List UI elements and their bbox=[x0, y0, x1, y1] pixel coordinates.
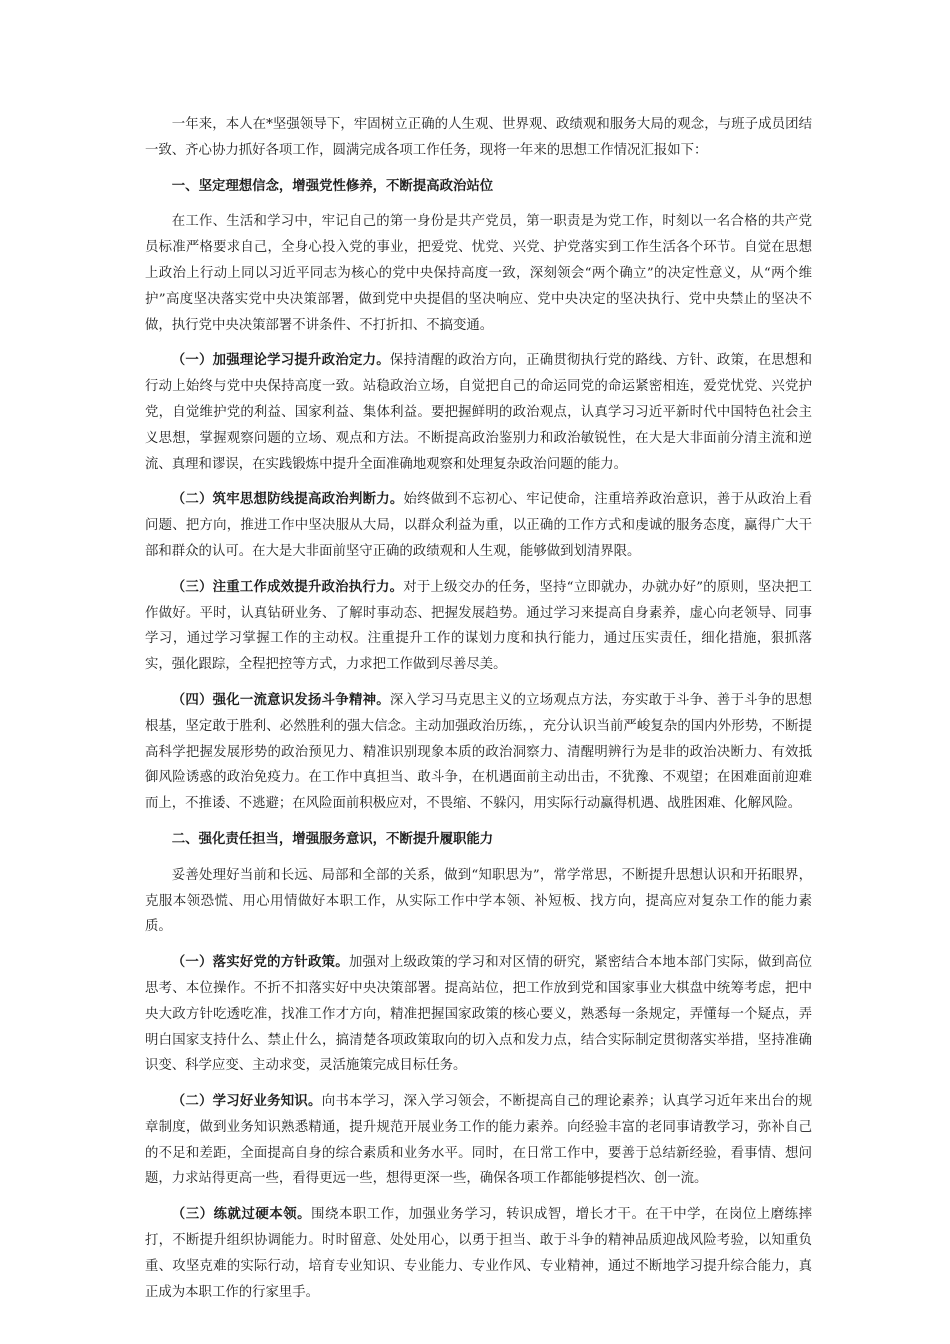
section-2-item-3 bbox=[145, 1202, 812, 1305]
intro-paragraph: 一年来，本人在*坚强领导下，牢固树立正确的人生观、世界观、政绩观和服务大局的观念，与班子成员团结一致、齐心协力抓好各项工作，圆满完成各项工作任务，现将一年来的思想工作情况汇报如下： bbox=[145, 117, 812, 158]
section-2-heading: 二、强化责任担当，增强服务意识，不断提升履职能力 bbox=[171, 830, 494, 847]
section-2-item-2 bbox=[145, 1089, 812, 1192]
item-text: 深入学习马克思主义的立场观点方法，夯实敢于斗争、善于斗争的思想根基，坚定敢于胜利、必然胜利的强大信念。主动加强政治历练，，充分认识当前严峻复杂的国内外形势，不断提高科学把握发展形势的政治预见力、精准识别现象本质的政治洞察力、清醒明辨行为是非的政治决断力、有效抵御风险诱惑的政治免疫力。在工作中真担当、敢斗争，在机遇面前主动出击，不犹豫、不观望；在困难面前迎难而上，不推诿、不逃避；在风险面前积极应对，不畏缩、不躲闪，用实际行动赢得机遇、战胜困难、化解风险。 bbox=[145, 692, 813, 812]
section-1-item-1 bbox=[145, 348, 812, 477]
section-1-item-3 bbox=[145, 575, 812, 678]
item-text: 向书本学习，深入学习领会，不断提高自己的理论素养；认真学习近年来出台的规章制度，做到业务知识熟悉精通，提升规范开展业务工作的能力素养。向经验丰富的老同事请教学习，弥补自己的不足和差距，全面提高自身的综合素质和业务水平。同时，在日常工作中，要善于总结新经验，看事情、想问题，力求站得更高一些，看得更远一些，想得更深一些，确保各项工作都能够提档次、创一流。 bbox=[145, 1094, 812, 1187]
item-title: （二）筑牢思想防线提高政治判断力。 bbox=[171, 491, 404, 508]
item-title: （三）练就过硬本领。 bbox=[171, 1206, 312, 1223]
item-title: （四）强化一流意识发扬斗争精神。 bbox=[171, 691, 390, 708]
document-body bbox=[145, 112, 812, 1315]
section-1-item-4 bbox=[145, 688, 812, 817]
item-text: 围绕本职工作，加强业务学习，转识成智，增长才干。在干中学，在岗位上磨练摔打，不断提升组织协调能力。时时留意、处处用心，以勇于担当、敢于斗争的精神品质迎战风险考验，以知重负重、攻坚克难的实际行动，培育专业知识、专业能力、专业作风、专业精神，通过不断地学习提升综合能力，真正成为本职工作的行家里手。 bbox=[145, 1207, 813, 1300]
item-title: （一）加强理论学习提升政治定力。 bbox=[171, 352, 390, 369]
item-text: 对于上级交办的任务，坚持“立即就办，办就办好”的原则，坚决把工作做好。平时，认真钻研业务、了解时事动态、把握发展趋势。通过学习来提高自身素养，虚心向老领导、同事学习，通过学习掌握工作的主动权。注重提升工作的谋划力度和执行能力，通过压实责任，细化措施，狠抓落实，强化跟踪，全程把控等方式，力求把工作做到尽善尽美。 bbox=[145, 579, 812, 673]
section-2-body: 妥善处理好当前和长远、局部和全部的关系，做到“知职思为”，常学常思，不断提升思想认识和开拓眼界，克服本领恐慌、用心用情做好本职工作，从实际工作中学本领、补短板、找方向，提高应对复杂工作的能力素质。 bbox=[145, 867, 812, 935]
item-text: 加强对上级政策的学习和对区情的研究，紧密结合本地本部门实际，做到高位思考、本位操作。不折不扣落实好中央决策部署。提高站位，把工作放到党和国家事业大棋盘中统筹考虑，把中央大政方针吃透吃准，找准工作才方向，精准把握国家政策的核心要义，熟悉每一条规定，弄懂每一个疑点，弄明白国家支持什么、禁止什么，搞清楚各项政策取向的切入点和发力点，结合实际制定贯彻落实举措，坚持准确识变、科学应变、主动求变，灵活施策完成目标任务。 bbox=[145, 955, 813, 1074]
section-2-item-1 bbox=[145, 950, 812, 1079]
item-text: 始终做到不忘初心、牢记使命，注重培养政治意识，善于从政治上看问题、把方向，推进工作中坚决服从大局，以群众利益为重，以正确的工作方式和虔诚的服务态度，赢得广大干部和群众的认可。在大是大非面前坚守正确的政绩观和人生观，能够做到划清界限。 bbox=[145, 492, 813, 559]
item-text: 保持清醒的政治方向，正确贯彻执行党的路线、方针、政策，在思想和行动上始终与党中央保持高度一致。站稳政治立场，自觉把自己的命运同党的命运紧密相连，爱党忧党、兴党护党，自觉维护党的利益、国家利益、集体利益。要把握鲜明的政治观点，认真学习习近平新时代中国特色社会主义思想，掌握观察问题的立场、观点和方法。不断提高政治鉴别力和政治敏锐性，在大是大非面前分清主流和逆流、真理和谬误，在实践锻炼中提升全面准确地观察和处理复杂政治问题的能力。 bbox=[145, 353, 813, 472]
section-1-item-2 bbox=[145, 487, 812, 564]
section-1-body: 在工作、生活和学习中，牢记自己的第一身份是共产党员，第一职责是为党工作，时刻以一名合格的共产党员标准严格要求自己，全身心投入党的事业，把爱党、忧党、兴党、护党落实到工作生活各个环节。自觉在思想上政治上行动上同以习近平同志为核心的党中央保持高度一致，深刻领会“两个确立”的决定性意义，从“两个维护”高度坚决落实党中央决策部署，做到党中央提倡的坚决响应、党中央决定的坚决执行、党中央禁止的坚决不做，执行党中央决策部署不讲条件、不打折扣、不搞变通。 bbox=[145, 214, 812, 333]
item-title: （三）注重工作成效提升政治执行力。 bbox=[171, 578, 404, 595]
item-title: （二）学习好业务知识。 bbox=[171, 1093, 322, 1110]
section-1-heading: 一、坚定理想信念，增强党性修养，不断提高政治站位 bbox=[171, 177, 494, 194]
item-title: （一）落实好党的方针政策。 bbox=[171, 954, 349, 971]
